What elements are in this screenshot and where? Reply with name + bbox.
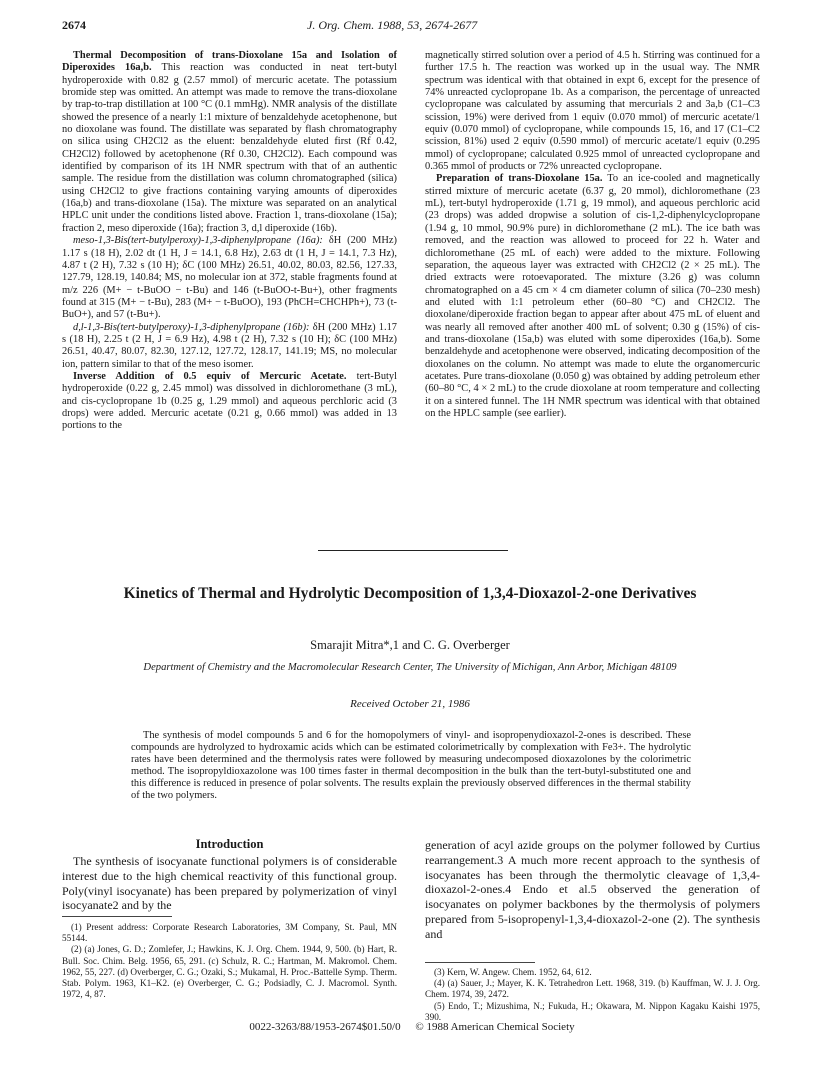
- footnote-divider: [62, 916, 172, 917]
- abstract: The synthesis of model compounds 5 and 6 for the homopolymers of vinyl- and isopropenydioxazol-2-ones is described. These compounds are hydrolyzed to hydroxamic acids which can be estimated colorimetrically by complexation with Fe3+. The hydrolytic rates have been determined and the thermolysis rates were followed by measuring undecomposed dioxazolones by the colorimetric method. The isopropyldioxazolone was 100 times faster in thermal decomposition in the bulk than the tert-butyl-substituted one and this difference is reduced in presence of polar solvents. The results explain the previously observed differences in the thermal stability of the two polymers.: [131, 730, 691, 802]
- paragraph-text: δH (200 MHz) 1.17 s (18 H), 2.02 dt (1 H, J = 14.1, 6.8 Hz), 2.63 dt (1 H, J = 14.1, 7.3 Hz), 4.87 t (2 H), 7.32 s (10 H); δC (100 MHz) 26.51, 40.02, 80.03, 82.56, 127.33, 127.79, 128.19, 140.84; MS, no molecular ion at 372, stable fragments found at m/z 226 (M+ − t-BuOO − t-Bu) and 146 (t-BuOO-t-Bu+), other fragments found at 315 (M+ − t-Bu), 283 (M+ − t-BuOO), 193 (PhCH=CHCHPh+), 73 (t-BuO+), and 57 (t-Bu+).: [62, 235, 397, 321]
- footnote: (1) Present address: Corporate Research Laboratories, 3M Company, St. Paul, MN 55144.: [62, 922, 397, 944]
- footnote-divider: [425, 962, 535, 963]
- compound-name: meso-1,3-Bis(tert-butylperoxy)-1,3-diphenylpropane (16a):: [73, 235, 323, 247]
- paragraph-heading: Inverse Addition of 0.5 equiv of Mercuric Acetate.: [73, 370, 347, 382]
- paragraph-text: This reaction was conducted in neat tert-butyl hydroperoxide with 0.82 g (2.57 mmol) of mercuric acetate. The potassium bromide step was omitted. An attempt was made to remove the trans-dioxolane by trap-to-trap distillation at 100 °C (0.1 mmHg). NMR analysis of the distillate showed the presence of a nearly 1:1 mixture of benzaldehyde acetophenone, but no dioxolane was found. The distillate was separated by flash chromatography on silica using CH2Cl2 as the eluent: benzaldehyde eluted first (Rf 0.42, CH2Cl2) followed by acetophenone (Rf 0.30, CH2Cl2). Each compound was identified by comparison of its 1H NMR spectrum with that of an authentic sample. The residue from the distillation was column chromatographed (silica) using CH2Cl2 to give fractions containing varying amounts of diperoxides (16a,b) and trans-dioxolane (15a). The mixture was separated on an analytical HPLC unit under the conditions listed above. Fraction 1, trans-dioxolane (15a); fraction 2, meso diperoxide (16a); fraction 3, d,l diperoxide (16b).: [62, 62, 397, 234]
- paragraph-heading: Preparation of trans-Dioxolane 15a.: [436, 173, 603, 185]
- left-column: [62, 50, 397, 433]
- copyright: © 1988 American Chemical Society: [415, 1021, 575, 1033]
- journal-citation: J. Org. Chem. 1988, 53, 2674-2677: [307, 18, 478, 32]
- page-footer: [62, 1021, 762, 1033]
- paragraph-text: To an ice-cooled and magnetically stirred mixture of mercuric acetate (6.37 g, 20 mmol), dichloromethane (23 mL), tert-butyl hydroperoxide (1.71 g, 19 mmol), and aqueous perchloric acid (23 drops) was added dropwise a solution of cis-1,2-diphenylcyclopropane (1.94 g, 10 mmol, 90.9% pure) in dichloromethane (2 mL). The ice bath was removed, and the reaction was allowed to proceed for 22 h. Water and dichloromethane (25 mL of each) were added to the mixture. Following separation, the aqueous layer was extracted with CH2Cl2 (2 × 25 mL). The dried extracts were rotoevaporated. The mixture (3.26 g) was column chromatographed on a 45 cm × 4 cm diameter column of silica (70–230 mesh) and eluted with 1:1 petroleum ether (60–80 °C) and CH2Cl2. The dioxolane/diperoxide fraction began to appear after about 475 mL of eluent and was nearly all removed after another 400 mL of solvent; 0.30 g (15%) of cis- and trans-dioxolane (15a,b) was eluted with some diperoxides (16a,b). Some benzaldehyde and acetophenone were observed, indicating decomposition of the dioxolanes on the column. No attempt was made to elute the organomercuric acetates. Pure trans-dioxolane (0.050 g) was obtained by adding petroleum ether (60–80 °C, 4 × 2 mL) to the crude dioxolane at room temperature and collecting it on a sintered funnel. The 1H NMR spectrum was identical with that obtained on the HPLC sample (see earlier).: [425, 173, 760, 419]
- footnote: (4) (a) Sauer, J.; Mayer, K. K. Tetrahedron Lett. 1968, 319. (b) Kauffman, W. J. J. Org. Chem. 1974, 39, 2472.: [425, 978, 760, 1000]
- paragraph-meso-compound: [62, 235, 397, 321]
- received-date: Received October 21, 1986: [350, 698, 470, 710]
- paragraph-thermal-decomposition: [62, 50, 397, 235]
- paragraph-inverse-addition: [62, 371, 397, 433]
- article-title: Kinetics of Thermal and Hydrolytic Decomposition of 1,3,4-Dioxazol-2-one Derivatives: [123, 585, 697, 602]
- article-divider: [318, 550, 508, 551]
- footnote: (2) (a) Jones, G. D.; Zomlefer, J.; Hawkins, K. J. Org. Chem. 1944, 9, 500. (b) Hart, R. Bull. Soc. Chim. Belg. 1956, 65, 291. (c) Schulz, R. C.; Hartman, M. Makromol. Chem. 1962, 55, 227. (d) Overberger, C. G.; Ozaki, S.; Mukamal, H. Proc.-Battelle Symp. Therm. Stab. Polym. 1963, K1–K2. (e) Overberger, C. G.; Podsiadly, C. J. Macromol. Synth. 1972, 4, 87.: [62, 944, 397, 1000]
- paragraph-text: δH (200 MHz) 1.17 s (18 H), 2.25 t (2 H, J = 6.9 Hz), 4.98 t (2 H), 7.32 s (10 H); δC (100 MHz) 26.51, 40.47, 80.07, 82.30, 127.12, 127.72, 128.17, 141.19; MS, no molecular ion, pattern similar to that of the meso isomer.: [62, 321, 397, 370]
- footnote: (3) Kern, W. Angew. Chem. 1952, 64, 612.: [434, 967, 592, 977]
- paragraph-dl-compound: [62, 322, 397, 371]
- article-authors: Smarajit Mitra*,1 and C. G. Overberger: [310, 638, 510, 652]
- section-heading-introduction: Introduction: [195, 837, 264, 851]
- right-column: [425, 50, 760, 420]
- page-header: [62, 18, 762, 36]
- footnotes-right: [425, 967, 760, 1023]
- footnote: (5) Endo, T.; Mizushima, N.; Fukuda, H.; Okawara, M. Nippon Kagaku Kaishi 1975, 390.: [425, 1000, 760, 1022]
- footnotes-left: [62, 922, 397, 1000]
- paragraph-continuation: magnetically stirred solution over a period of 4.5 h. Stirring was continued for a further 17.5 h. The reaction was worked up in the usual way. The NMR spectrum was identical with that obtained in expt 6, except for the presence of 74% unreacted cyclopropane 1b. As a comparison, the percentage of unreacted cyclopropane was calculated by assuming that mercurials 2 and 3a,b (C1–C3 scission, 19%) were derived from 1 equiv (0.070 mmol) of mercuric acetate/1 equiv (0.070 mmol) of cyclopropane, while compounds 15, 16, and 17 (C1–C2 scission, 81%) used 2 equiv (0.590 mmol) of mercuric acetate/1 equiv (0.295 mmol) of cyclopropane; calculated 0.925 mmol of unreacted cyclopropane and 0.365 mmol of products or 72% unreacted cyclopropane.: [425, 50, 760, 173]
- introduction-text-right: generation of acyl azide groups on the polymer followed by Curtius rearrangement.3 A much more recent approach to the synthesis of isocyanates has been through the thermolytic cleavage of 1,3,4-dioxazol-2-ones.4 Endo et al.5 observed the generation of isocyanates on polymer backbones by the thermolysis of polymers prepared from 5-isopropenyl-1,3,4-dioxazol-2-one (2). The synthesis and: [425, 838, 760, 941]
- article-code: 0022-3263/88/1953-2674$01.50/0: [249, 1021, 401, 1033]
- page-number: 2674: [62, 18, 86, 32]
- paragraph-heading: Thermal Decomposition of trans-Dioxolane 15a and Isolation of Diperoxides 16a,b.: [62, 50, 397, 74]
- paragraph-preparation: [425, 173, 760, 420]
- paragraph-text: tert-Butyl hydroperoxide (0.22 g, 2.45 mmol) was dissolved in dichloromethane (3 mL), and cis-cyclopropane 1b (0.25 g, 1.29 mmol) and aqueous perchloric acid (3 drops) were added. Mercuric acetate (0.21 g, 0.66 mmol) was added in 13 portions to the: [62, 370, 397, 432]
- author-affiliation: Department of Chemistry and the Macromolecular Research Center, The University of Michigan, Ann Arbor, Michigan 48109: [143, 662, 677, 673]
- compound-name: d,l-1,3-Bis(tert-butylperoxy)-1,3-diphenylpropane (16b):: [73, 321, 310, 333]
- introduction-text-left: The synthesis of isocyanate functional polymers is of considerable interest due to the high chemical reactivity of this functional group. Poly(vinyl isocyanate) has been prepared by polymerization of vinyl isocyanate2 and by the: [62, 854, 397, 913]
